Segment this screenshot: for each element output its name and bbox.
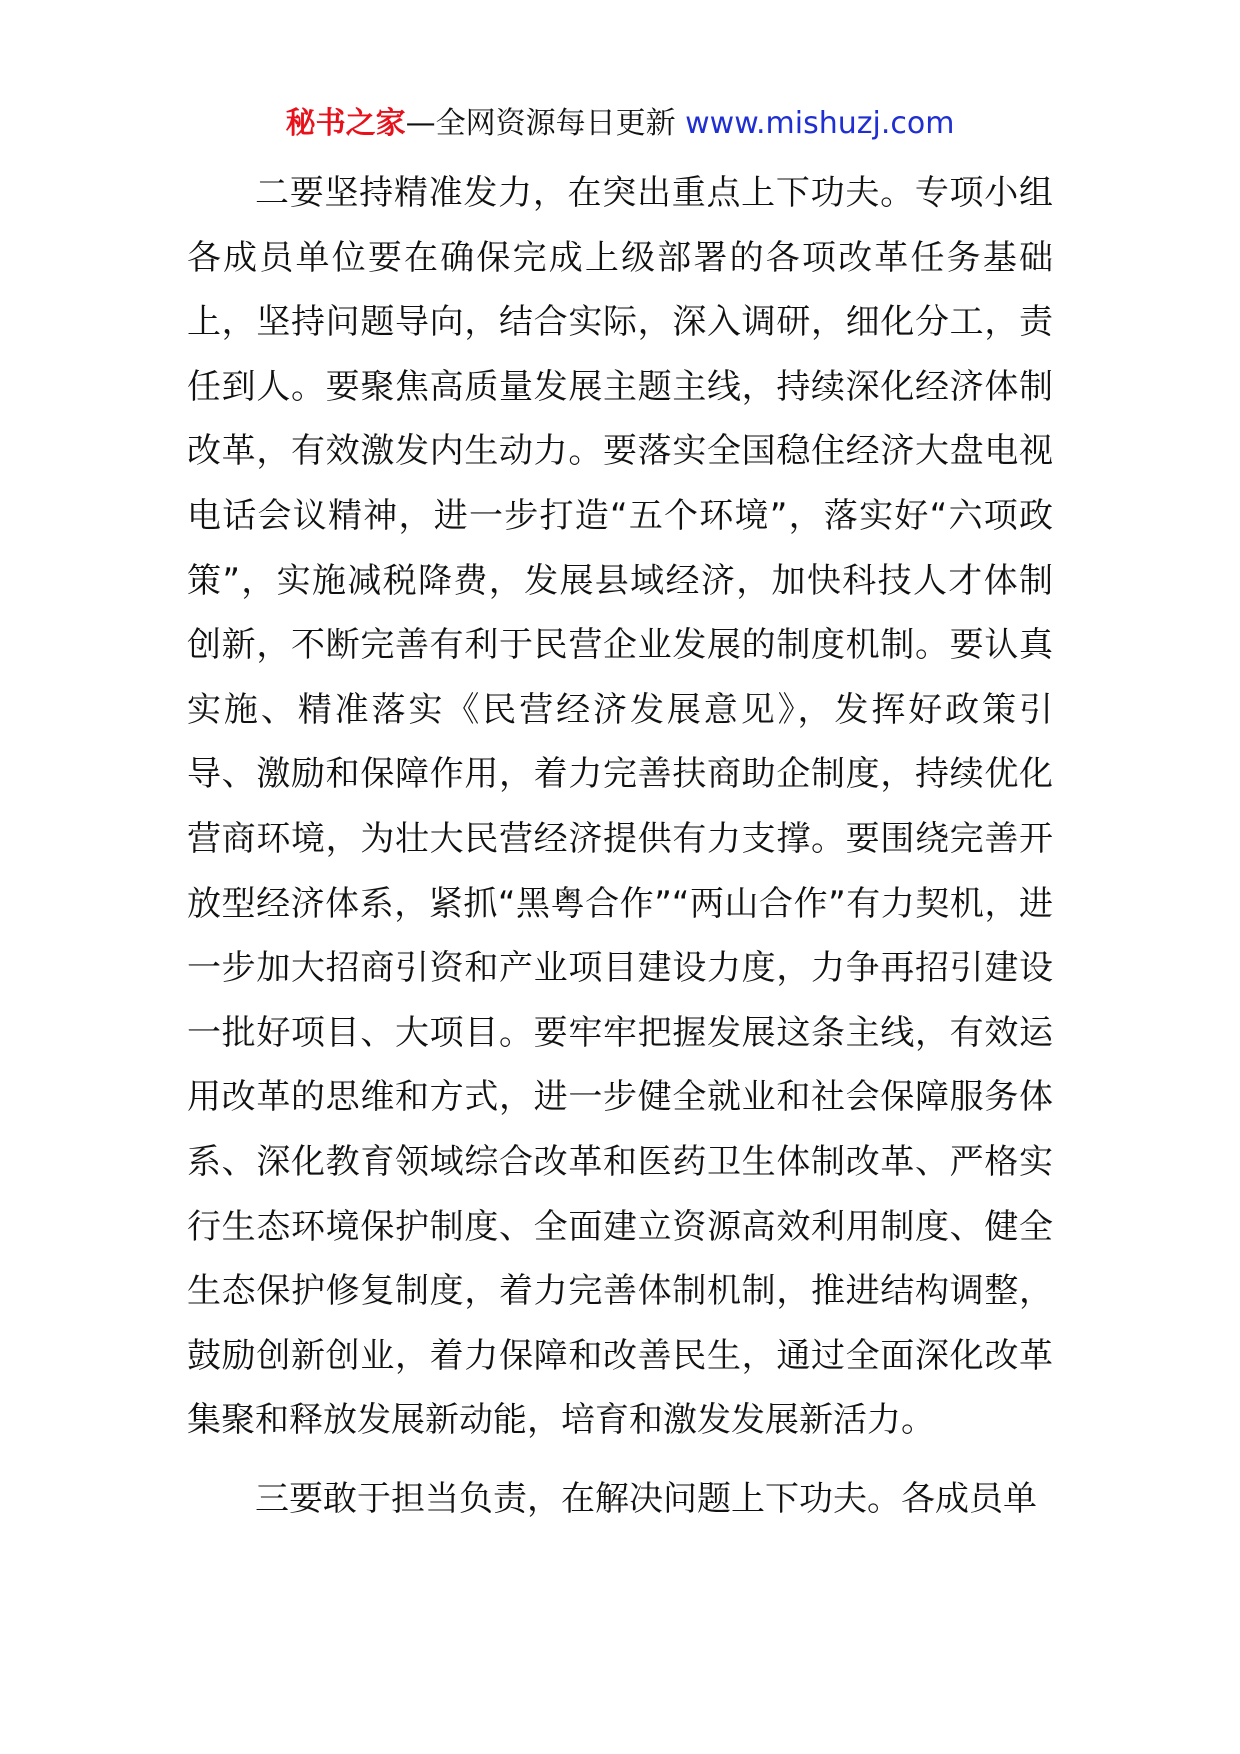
page-header: [0, 104, 1240, 144]
brand-name: 秘书之家: [285, 106, 406, 141]
header-tagline: —全网资源每日更新: [405, 106, 686, 141]
website-link[interactable]: www.mishuzj.com: [685, 106, 955, 141]
paragraph-2: 二要坚持精准发力，在突出重点上下功夫。专项小组各成员单位要在确保完成上级部署的各项改革任务基础上，坚持问题导向，结合实际，深入调研，细化分工，责任到人。要聚焦高质量发展主题主线，持续深化经济体制改革，有效激发内生动力。要落实全国稳住经济大盘电视电话会议精神，进一步打造“五个环境”，落实好“六项政策”，实施减税降费，发展县域经济，加快科技人才体制创新，不断完善有利于民营企业发展的制度机制。要认真实施、精准落实《民营经济发展意见》，发挥好政策引导、激励和保障作用，着力完善扶商助企制度，持续优化营商环境，为壮大民营经济提供有力支撑。要围绕完善开放型经济体系，紧抓“黑粤合作”“两山合作”有力契机，进一步加大招商引资和产业项目建设力度，力争再招引建设一批好项目、大项目。要牢牢把握发展这条主线，有效运用改革的思维和方式，进一步健全就业和社会保障服务体系、深化教育领域综合改革和医药卫生体制改革、严格实行生态环境保护制度、全面建立资源高效利用制度、健全生态保护修复制度，着力完善体制机制，推进结构调整，鼓励创新创业，着力保障和改善民生，通过全面深化改革集聚和释放发展新动能，培育和激发发展新活力。: [187, 173, 1053, 1441]
paragraph-3: 三要敢于担当负责，在解决问题上下功夫。各成员单: [255, 1478, 1037, 1519]
document-body: [187, 161, 1053, 1545]
